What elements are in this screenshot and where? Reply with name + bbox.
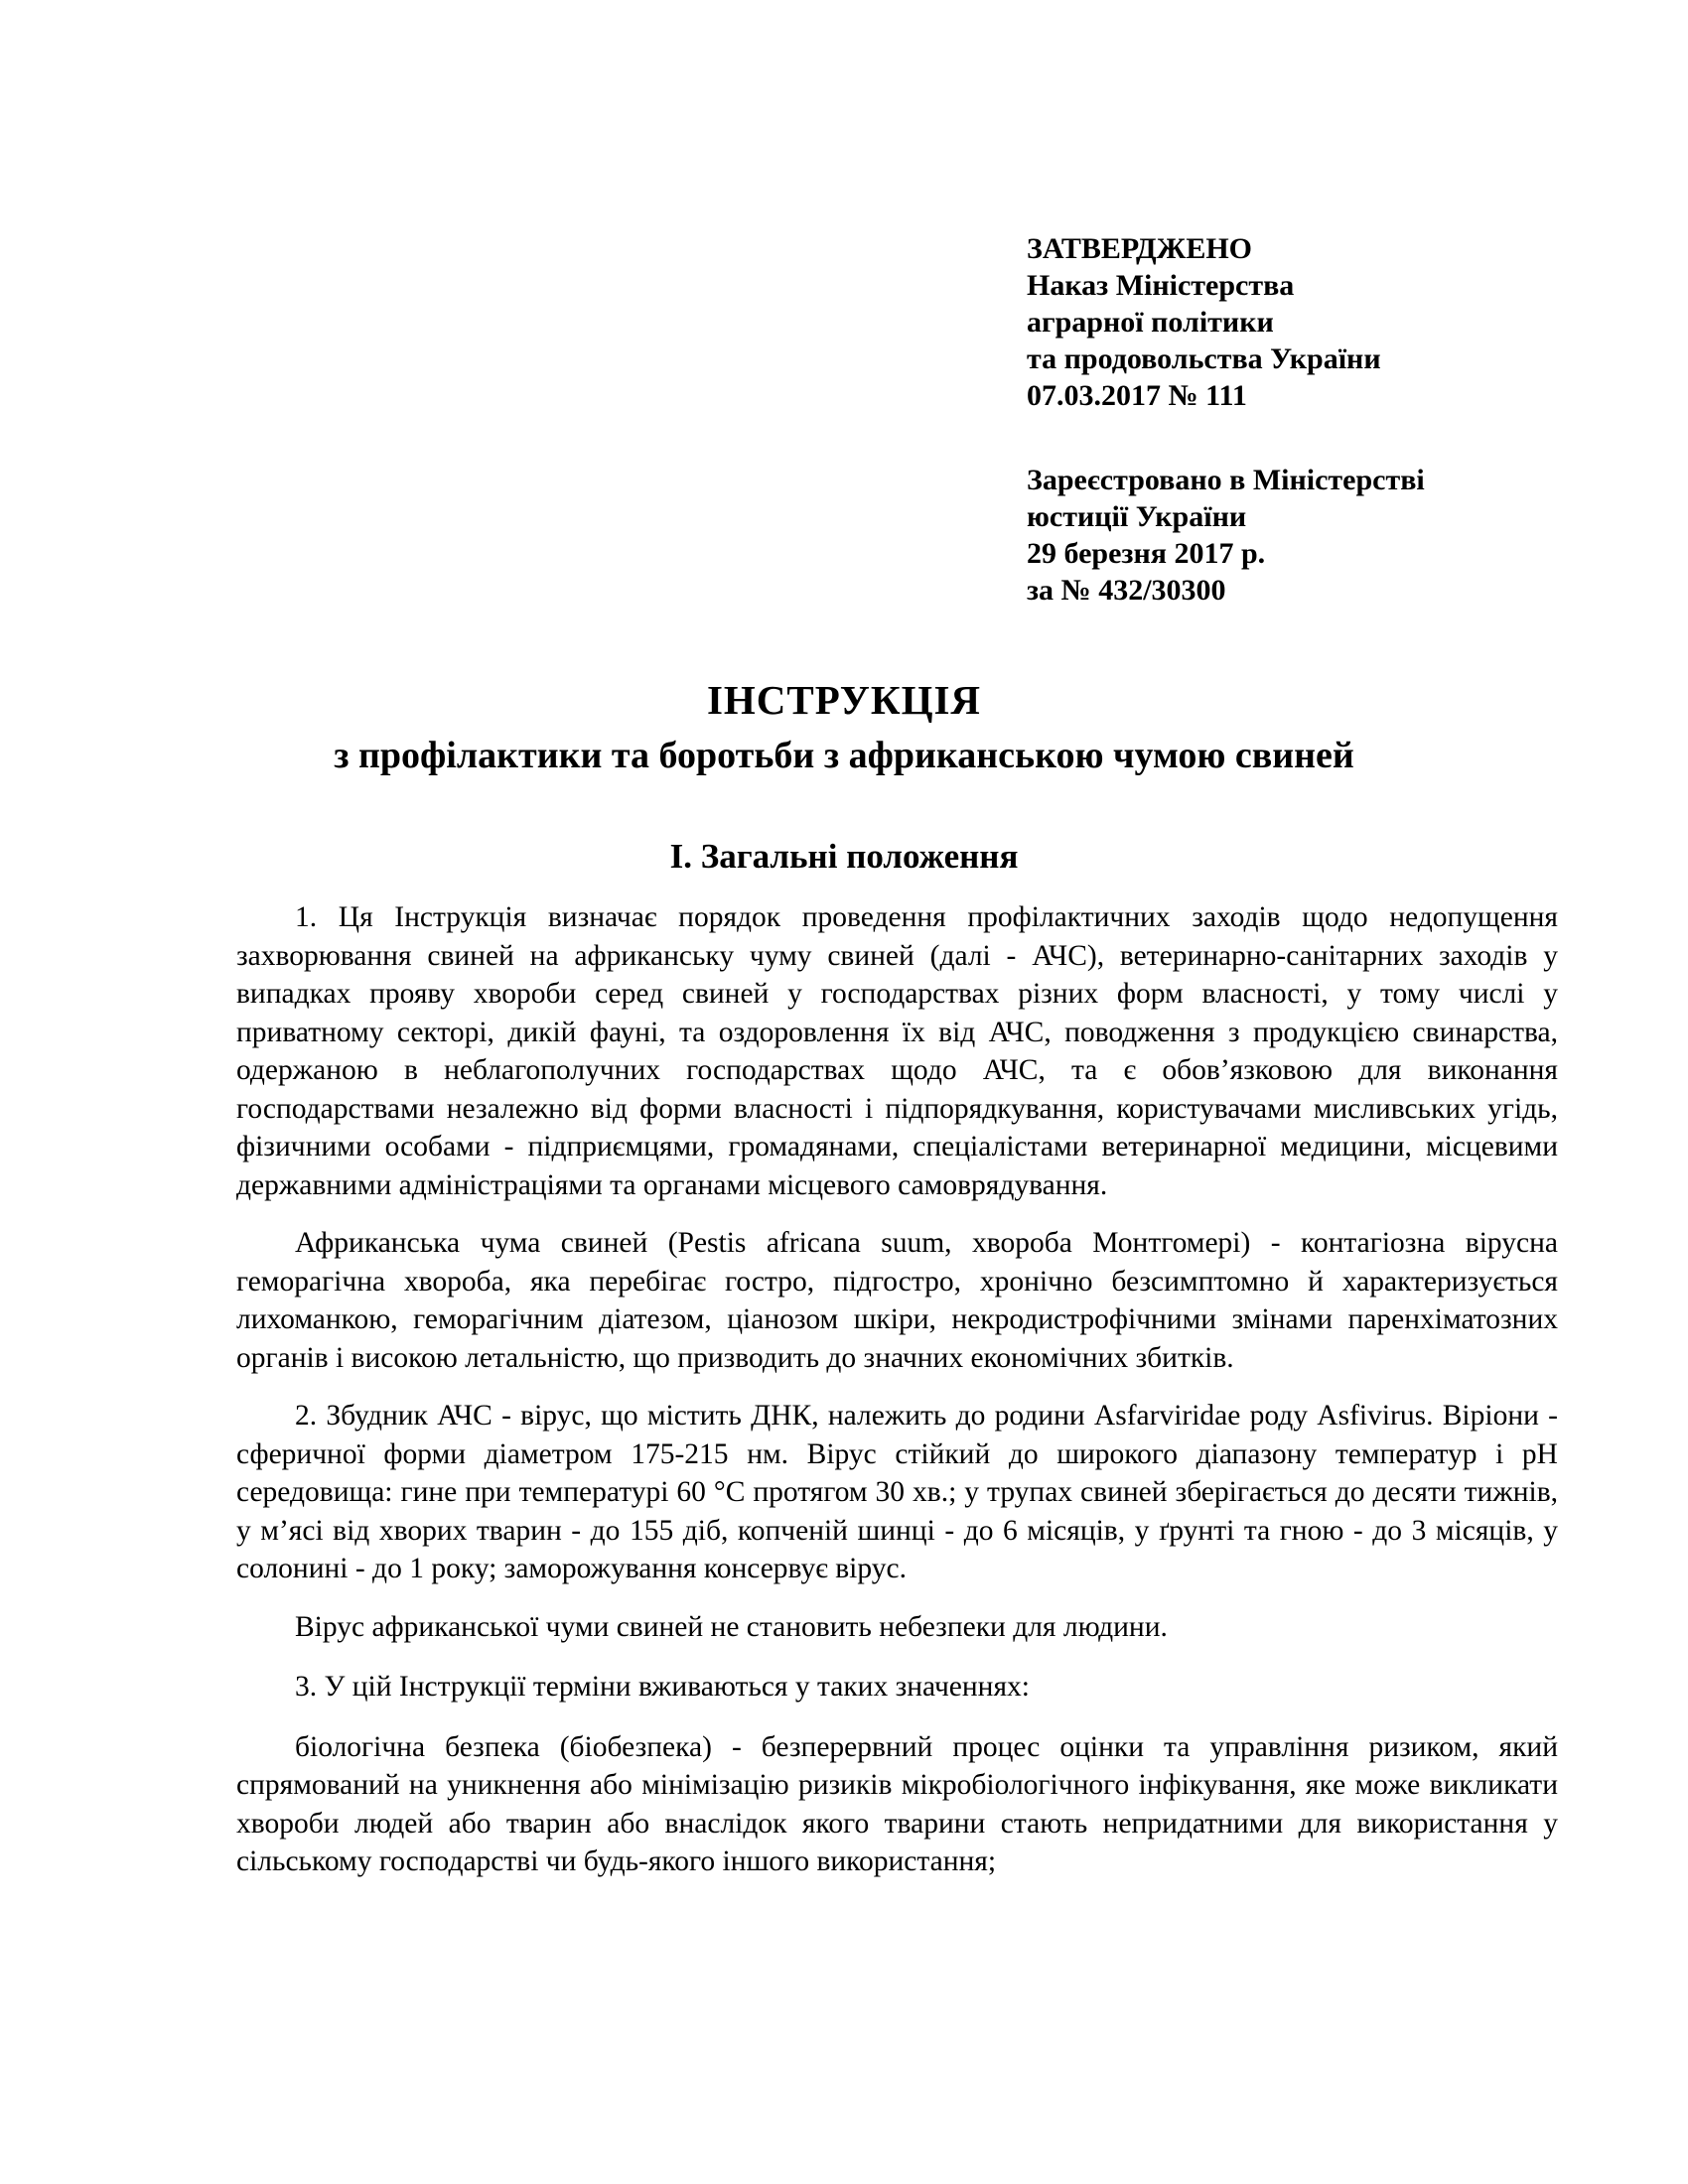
- document-subtitle: з профілактики та боротьби з африканською чумою свиней: [334, 735, 1354, 776]
- document-title: ІНСТРУКЦІЯ: [706, 677, 982, 723]
- paragraph-4: Вірус африканської чуми свиней не становить небезпеки для людини.: [295, 1610, 1168, 1643]
- approval-order-line: Наказ Міністерства: [1027, 269, 1295, 302]
- section-heading: І. Загальні положення: [669, 837, 1019, 876]
- section-body: [236, 898, 1558, 1901]
- approval-ministry-line: аграрної політики: [1027, 306, 1274, 339]
- paragraph-1: 1. Ця Інструкція визначає порядок проведення профілактичних заходів щодо недопущення захворювання свиней на африканську чуму свиней (далі - АЧС), ветеринарно-санітарних заходів у випадках прояву хвороби серед свиней у господарствах різних форм власності, у тому числі у приватному секторі, дикій фауні, та оздоровлення їх від АЧС, поводження з продукцією свинарства, одержаною в неблагополучних господарствах щодо АЧС, та є обов’язковою для виконання господарствами незалежно від форми власності і підпорядкування, користувачами мисливських угідь, фізичними особами - підприємцями, громадянами, спеціалістами ветеринарної медицини, місцевими державними адміністраціями та органами місцевого самоврядування.: [236, 901, 1558, 1201]
- paragraph-6: біологічна безпека (біобезпека) - безперервний процес оцінки та управління ризиком, який спрямований на уникнення або мінімізацію ризиків мікробіологічного інфікування, яке може викликати хвороби людей або тварин або внаслідок якого тварини стають непридатними для використання у сільському господарстві чи будь-якого іншого використання;: [236, 1730, 1558, 1877]
- approval-stamp-block: [1027, 230, 1583, 414]
- registration-line-2: юстиції України: [1027, 500, 1247, 533]
- registration-line-1: Зареєстровано в Міністерстві: [1027, 464, 1425, 496]
- registration-date: 29 березня 2017 р.: [1027, 537, 1266, 570]
- paragraph-3: 2. Збудник АЧС - вірус, що містить ДНК, належить до родини Asfarviridae роду Asfivirus. Віріони - сферичної форми діаметром 175-215 нм. Вірус стійкий до широкого діапазону температур і pH середовища: гине при температурі 60 °C протягом 30 хв.; у трупах свиней зберігається до десяти тижнів, у м’ясі від хворих тварин - до 155 діб, копченій шинці - до 6 місяців, у ґрунті та гною - до 3 місяців, у солонині - до 1 року; заморожування консервує вірус.: [236, 1400, 1558, 1584]
- paragraph-2: Африканська чума свиней (Pestis africana suum, хвороба Монтгомері) - контагіозна вірусна геморагічна хвороба, яка перебігає гостро, підгостро, хронічно безсимптомно й характеризується лихоманкою, геморагічним діатезом, ціанозом шкіри, некродистрофічними змінами паренхіматозних органів і високою летальністю, що призводить до значних економічних збитків.: [236, 1227, 1558, 1374]
- registration-block: [1027, 462, 1583, 609]
- approval-status: ЗАТВЕРДЖЕНО: [1027, 232, 1252, 265]
- approval-order-date-number: 07.03.2017 № 111: [1027, 379, 1247, 412]
- paragraph-5: 3. У цій Інструкції терміни вживаються у таких значеннях:: [295, 1671, 1030, 1703]
- registration-number: за № 432/30300: [1027, 574, 1226, 607]
- approval-ministry-line-2: та продовольства України: [1027, 342, 1381, 375]
